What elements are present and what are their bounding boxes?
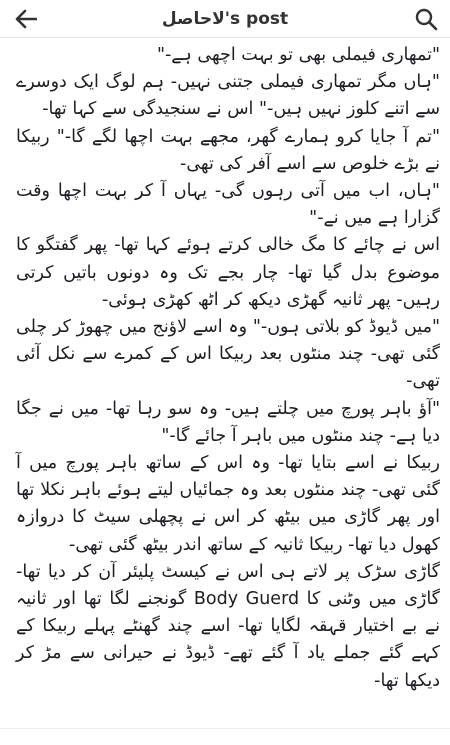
post-paragraph: "ہاں مگر تمھاری فیملی جتنی نہیں- ہم لوگ ایک دوسرے سے اتنے کلوز نہیں ہیں-" اس نے سنجیدگی سے کہا تھا- <box>16 72 440 120</box>
post-paragraph: "تم آ جایا کرو ہمارے گھر، مجھے بہت اچھا لگے گا-" ربیکا نے بڑے خلوص سے اسے آفر کی تھی- <box>16 126 440 174</box>
post-paragraph: گاڑی سڑک پر لاتے ہی اس نے کیسٹ پلیئر آن کر دیا تھا- گاڑی میں وٹنی کا Body Guerd گونجنے لگا تھا اور ثانیہ نے بے اختیار قہقہ لگایا تھا- اسے چند گھنٹے پہلے ربیکا کے کہے گئے جملے یاد آ گئے تھے- ڈیوڈ نے حیرانی سے مڑ کر دیکھا تھا- <box>16 561 441 691</box>
bottom-divider <box>0 728 450 745</box>
post-paragraph: "آؤ باہر پورچ میں چلتے ہیں- وہ سو رہا تھا- میں نے جگا دیا ہے- چند منٹوں میں باہر آ جائے گا-" <box>16 398 440 446</box>
page-title: لاحاصل's post <box>161 9 289 29</box>
top-bar <box>0 0 450 38</box>
post-paragraph: اس نے چائے کا مگ خالی کرتے ہوئے کہا تھا- پھر گفتگو کا موضوع بدل گیا تھا- چار بجے تک وہ دونوں باتیں کرتی رہیں- پھر ثانیہ گھڑی دیکھ کر اٹھ کھڑی ہوئی- <box>16 235 440 310</box>
post-paragraph: "تمھاری فیملی بھی تو بہت اچھی ہے-" <box>156 45 440 65</box>
post-paragraph: "میں ڈیوڈ کو بلاتی ہوں-" وہ اسے لاؤنج میں چھوڑ کر چلی گئی تھی- چند منٹوں بعد ربیکا اس کے کمرے سے نکل آئی تھی- <box>16 317 440 392</box>
search-icon <box>414 7 438 31</box>
post-paragraph: "ہاں، اب میں آتی رہوں گی- یہاں آ کر بہت اچھا وقت گزارا ہے میں نے-" <box>16 181 440 229</box>
post-body <box>0 38 450 745</box>
search-button[interactable] <box>410 3 442 35</box>
post-paragraph: ربیکا نے اسے بتایا تھا- وہ اس کے ساتھ باہر پورچ میں آ گئی تھی- چند منٹوں بعد وہ جمائیاں لیتے ہوئے باہر نکلا تھا اور پھر گاڑی میں بیٹھ کر اس نے پچھلی سیٹ کا دروازہ کھول دیا تھا- ربیکا ثانیہ کے ساتھ اندر بیٹھ گئی تھی- <box>16 453 440 555</box>
